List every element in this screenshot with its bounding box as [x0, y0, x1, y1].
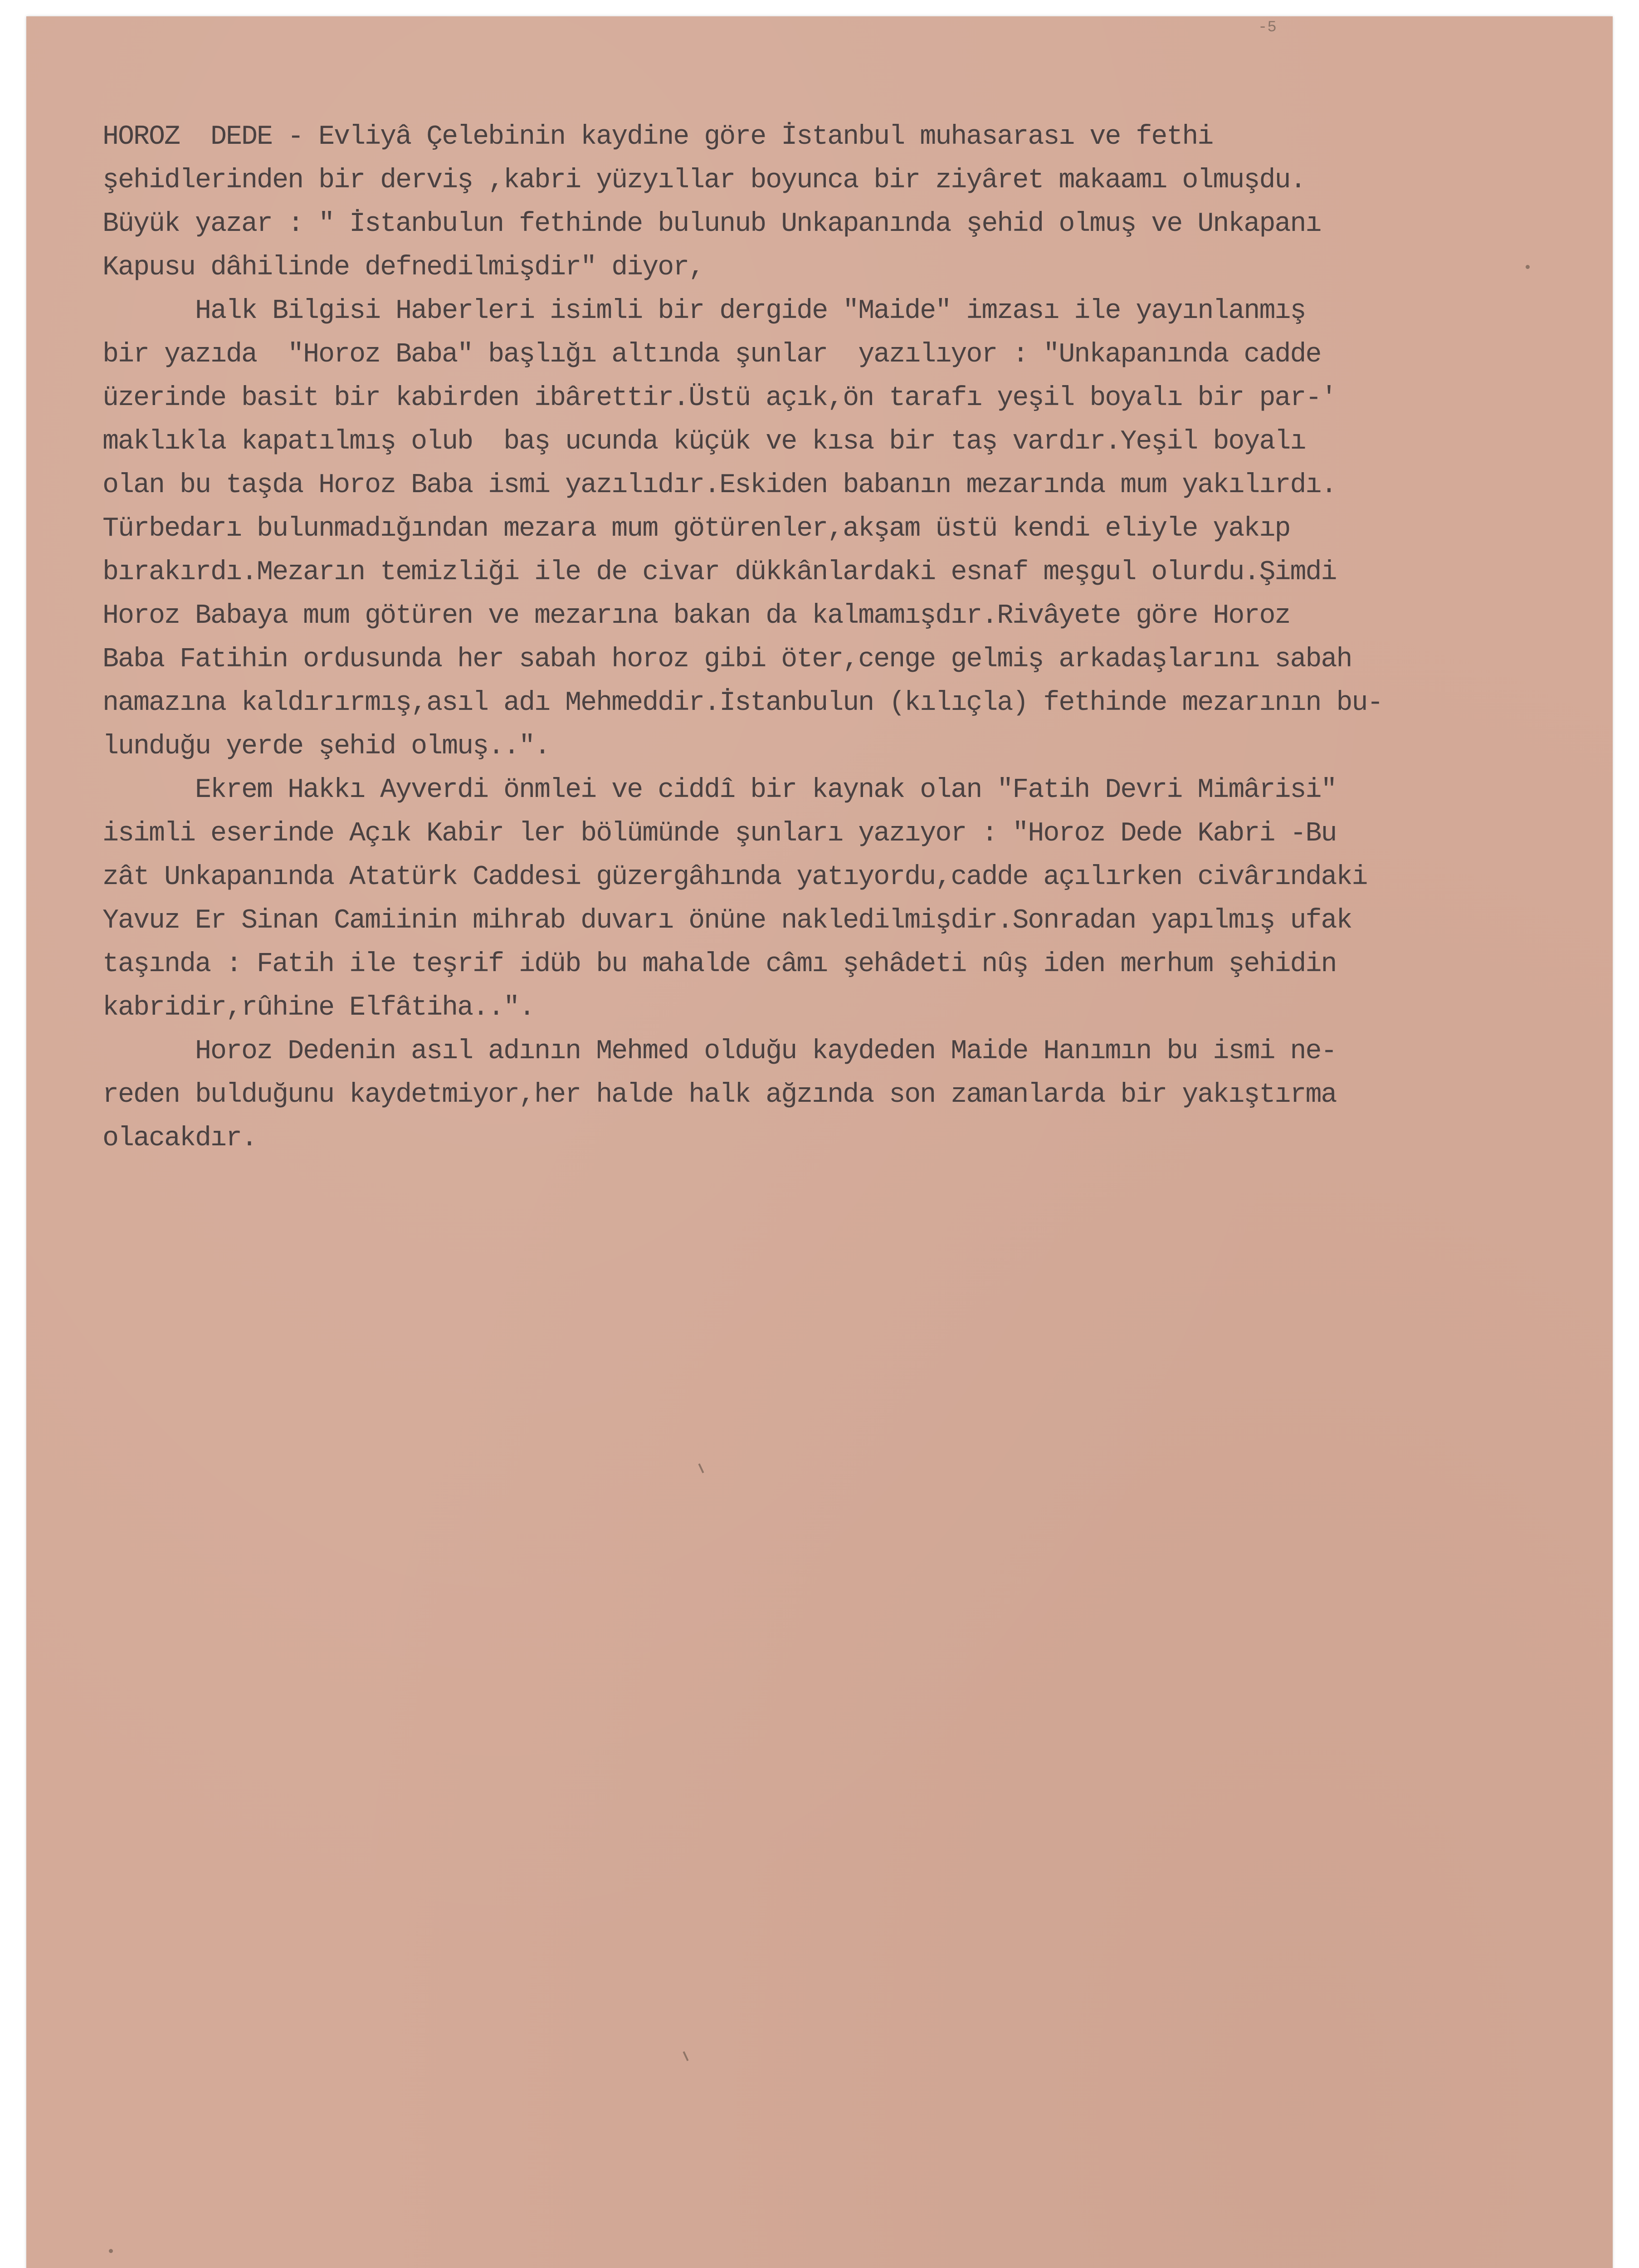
text-line: Yavuz Er Sinan Camiinin mihrab duvarı önüne nakledilmişdir.Sonradan yapılmış ufak [102, 905, 1352, 936]
typewritten-page [26, 16, 1613, 2268]
text-line: üzerinde basit bir kabirden ibârettir.Üstü açık,ön tarafı yeşil boyalı bir par-' [102, 383, 1337, 414]
text-line: Horoz Babaya mum götüren ve mezarına bakan da kalmamışdır.Rivâyete göre Horoz [102, 601, 1290, 631]
text-line: bırakırdı.Mezarın temizliği ile de civar dükkânlardaki esnaf meşgul olurdu.Şimdi [102, 557, 1337, 588]
text-line: lunduğu yerde şehid olmuş..". [102, 731, 550, 762]
text-line: olacakdır. [102, 1123, 257, 1154]
text-line: Büyük yazar : " İstanbulun fethinde bulunub Unkapanında şehid olmuş ve Unkapanı [102, 209, 1321, 240]
text-line: olan bu taşda Horoz Baba ismi yazılıdır.Eskiden babanın mezarında mum yakılırdı. [102, 470, 1337, 501]
typed-text-body [102, 115, 1639, 1160]
paper-speck [698, 1463, 704, 1473]
text-line: reden bulduğunu kaydetmiyor,her halde halk ağzında son zamanlarda bir yakıştırma [102, 1080, 1337, 1110]
page-number: -5 [1258, 19, 1277, 36]
text-line: Horoz Dedenin asıl adının Mehmed olduğu kaydeden Maide Hanımın bu ismi ne- [102, 1036, 1337, 1067]
text-line: Türbedarı bulunmadığından mezara mum götürenler,akşam üstü kendi eliyle yakıp [102, 513, 1290, 544]
text-line: kabridir,rûhine Elfâtiha..". [102, 992, 535, 1023]
text-line: namazına kaldırırmış,asıl adı Mehmeddir.İstanbulun (kılıçla) fethinde mezarının bu- [102, 688, 1383, 719]
text-line: Ekrem Hakkı Ayverdi önmlei ve ciddî bir kaynak olan "Fatih Devri Mimârisi" [102, 775, 1337, 806]
text-line: taşında : Fatih ile teşrif idüb bu mahalde câmı şehâdeti nûş iden merhum şehidin [102, 949, 1337, 980]
text-line: Kapusu dâhilinde defnedilmişdir" diyor, [102, 252, 704, 283]
paper-speck [683, 2051, 689, 2061]
text-line: maklıkla kapatılmış olub baş ucunda küçük ve kısa bir taş vardır.Yeşil boyalı [102, 426, 1306, 457]
paper-speck [109, 2249, 113, 2253]
text-line: Halk Bilgisi Haberleri isimli bir dergide "Maide" imzası ile yayınlanmış [102, 296, 1306, 327]
paper-speck [1526, 265, 1530, 269]
text-line: HOROZ DEDE - Evliyâ Çelebinin kaydine göre İstanbul muhasarası ve fethi [102, 122, 1213, 152]
text-line: isimli eserinde Açık Kabir ler bölümünde şunları yazıyor : "Horoz Dede Kabri -Bu [102, 818, 1337, 849]
text-line: bir yazıda "Horoz Baba" başlığı altında şunlar yazılıyor : "Unkapanında cadde [102, 339, 1321, 370]
text-line: Baba Fatihin ordusunda her sabah horoz gibi öter,cenge gelmiş arkadaşlarını sabah [102, 644, 1352, 675]
text-line: zât Unkapanında Atatürk Caddesi güzergâhında yatıyordu,cadde açılırken civârındaki [102, 862, 1367, 893]
text-line: şehidlerinden bir derviş ,kabri yüzyıllar boyunca bir ziyâret makaamı olmuşdu. [102, 165, 1306, 196]
